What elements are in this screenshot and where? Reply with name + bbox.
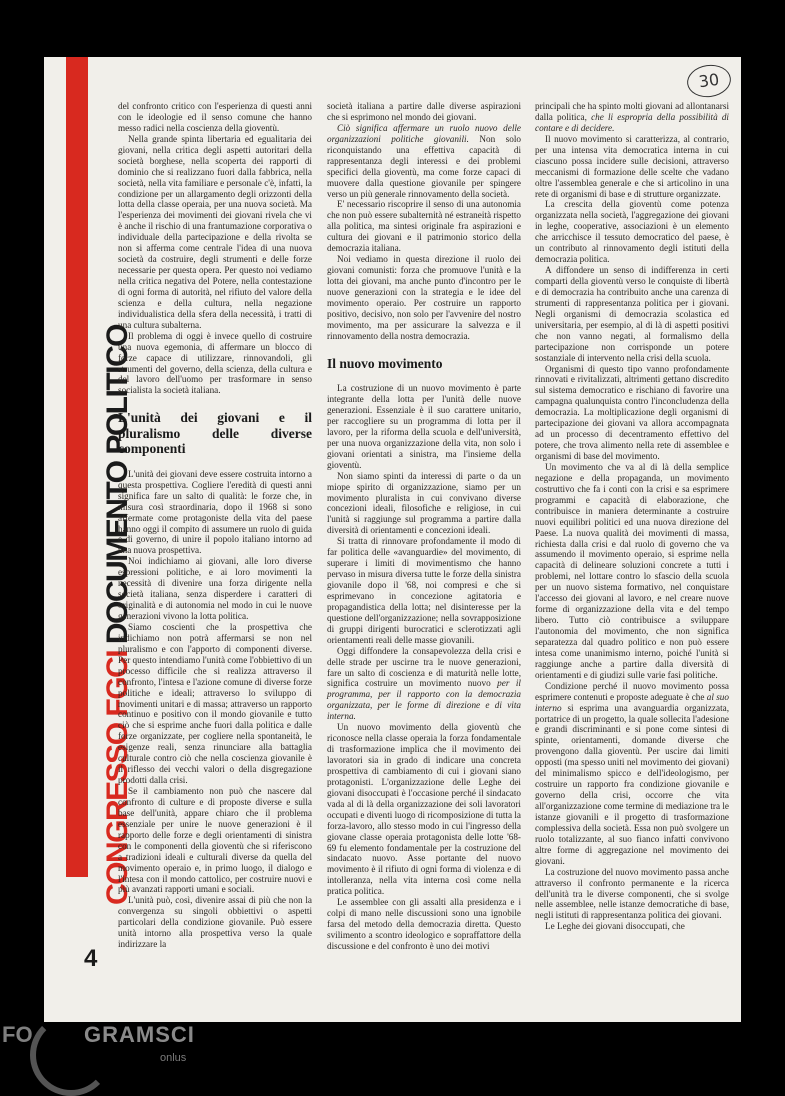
paragraph: L'unità dei giovani deve essere costruita intorno a questa prospettiva. Cogliere l'eredità di questi anni significa fare un salto di qualità: le forze che, in misura così straordinaria, dopo il 1968 si sono affermate come protagoniste della vita del paese hanno oggi il compito di assumere un ruolo di guida e di governo, di unire il popolo italiano intorno ad una nuova prospettiva. [118, 468, 312, 556]
paragraph: Le Leghe dei giovani disoccupati, che [545, 921, 685, 932]
document-page [44, 57, 741, 1022]
paragraph [327, 646, 521, 723]
italic-text: al suo interno [535, 691, 729, 713]
vertical-title-red: CONGRESSO FGCI [101, 650, 134, 905]
paragraph: del confronto critico con l'esperienza di questi anni con le ideologie ed il senso comune che hanno messo radici nella coscienza della gioventù. [118, 101, 312, 133]
text-column-2 [327, 101, 521, 952]
paragraph: Organismi di questo tipo vanno profondamente rinnovati e rivitalizzati, altrimenti gettano discredito sul sistema democratico e rischiano di favorire una campagna qualunquista contro l'inconcludenza della democrazia. La moltiplicazione degli organismi di partecipazione dei giovani va allora accompagnata ad un processo di decentramento effettivo del potere, che trova alimento nella rete di assemblee e organismi di base del movimento. [535, 363, 729, 461]
paragraph: Noi indichiamo ai giovani, alle loro diverse espressioni politiche, e ai loro movimenti la necessità di divenire una forza dirigente nella società italiana, senza disperdere i caratteri di originalità e di autonomia nel modo in cui le nuove generazioni vivono la lotta politica. [118, 556, 312, 622]
italic-text: per il programma, per il rapporto con la democrazia organizzata, per le forme di direzione e di vita interna. [327, 678, 521, 722]
section-heading: Il nuovo movimento [327, 355, 443, 371]
watermark-footer [0, 1000, 785, 1080]
paragraph: Un movimento che va al di là della semplice negazione e della propaganda, un movimento costruttivo che fa i conti con la crisi e sa esprimere programmi e capacità di elaborazione, che contribuisce in maniera determinante a costruire nuovi equilibri politici ed una nuova direzione del Paese. La nuova qualità dei movimenti di massa, richiesta dalla crisi e dal ruolo di governo che va assumendo il movimento operaio, si esprime nella capacità di delineare soluzioni concrete a tutti i problemi, nel lottare contro lo sfascio della scuola per un nuovo sistema formativo, nel conquistare l'accesso dei giovani al lavoro, e nel creare nuove forme di organizzazione della vita e del tempo libero. Tutto ciò contribuisce a sviluppare l'autonomia del movimento, che non significa separatezza dal quadro politico e non può essere intesa come unanimismo interno, poiché l'unità si raggiunge anche a partire dalla diversità di orientamenti e di giudizi sulle varie fasi politiche. [535, 461, 729, 680]
paragraph: A diffondere un senso di indifferenza in certi comparti della gioventù verso le conquiste di libertà e di democrazia ha contribuito anche una carenza di strumenti di rappresentanza politica per i giovani. Negli organismi di democrazia scolastica ed universitaria, per esempio, al di là di aspetti positivi che non vanno negati, al formalismo della partecipazione non corrisponde un potere sostanziale di intervento nella crisi della scuola. [535, 265, 729, 363]
red-margin-bar [66, 57, 88, 877]
paragraph: Non siamo spinti da interessi di parte o da un miope spirito di organizzazione, siamo per un movimento pluralista in cui convivano diverse concezioni ideali, filosofiche e religiose, in cui l'unità si raggiunge sul programma a partire dalla diversità di orientamenti e concezioni ideali. [327, 470, 521, 536]
paragraph: Il problema di oggi è invece quello di costruire una nuova egemonia, di affermare un blocco di forze capace di utilizzare, rinnovandoli, gli strumenti del governo, della scienza, della cultura e del lavoro dell'uomo per trasformare in senso socialista la società italiana. [118, 330, 312, 396]
paragraph [535, 101, 729, 134]
page-number: 4 [84, 945, 98, 972]
paragraph: Si tratta di rinnovare profondamente il modo di far politica delle «avanguardie» del movimento, di superare i limiti di movimentismo che hanno pervaso in misura diversa tutte le forze della sinistra giovanile dopo il '68, noi compresi e che si esprimevano in concezione agitatoria e propagandistica della lotta; nel disinteresse per la questione dell'organizzazione; nella sovrapposizione di gruppi dirigenti burocratici e sclerotizzati agli orientamenti reali delle masse giovanili. [327, 536, 521, 645]
text-column-3 [535, 101, 729, 932]
section-heading: L'unità dei giovani e il pluralismo delle diverse componenti [118, 410, 312, 457]
paragraph: La crescita della gioventù come potenza organizzata nella società, l'aggregazione dei giovani in leghe, cooperative, associazioni è un elemento che arricchisce il tessuto democratico del paese, è un contributo al rinnovamento degli istituti della democrazia politica. [535, 199, 729, 265]
handwritten-page-mark: 30 [685, 62, 733, 100]
paragraph: società italiana a partire dalle diverse aspirazioni che si esprimono nel mondo dei giovani. [327, 101, 521, 122]
paragraph-text: principali che ha spinto molti giovani ad allontanarsi dalla politica, [535, 101, 729, 122]
paragraph: E' necessario riscoprire il senso di una autonomia che non può essere subalternità né estraneità rispetto alla politica, ma sintesi originale fra aspirazioni e cultura dei giovani e il patrimonio storico della democrazia italiana. [327, 199, 521, 254]
paragraph: La costruzione del nuovo movimento passa anche attraverso il confronto permanente e la ricerca dell'unità tra le diverse componenti, che si svolge nelle assemblee, nelle istanze democratiche di base, negli istituti di rappresentanza politica dei giovani. [535, 866, 729, 921]
paragraph: Nella grande spinta libertaria ed egualitaria dei giovani, nella critica degli aspetti autoritari della società borghese, nella scoperta dei rapporti di dominio che si realizzano fuori dalla fabbrica, nella società, nella vita familiare e personale c'è, infatti, la condizione per un allargamento degli orizzonti della lotta della classe operaia, per una nuova società. Ma l'esperienza dei movimenti dei giovani rivela che vi è anche il rischio di una frantumazione corporativa o individuale della partecipazione e della rivolta se non si afferma come centrale l'idea di una nuova società da costruire, degli strumenti e delle forze necessarie per questa opera. Per questo noi vediamo nella critica negativa del Potere, nella contestazione di ogni forma di autorità, nel rifiuto del valore della scienza e della cultura, nella negazione individualistica della sfera della necessità, i tratti di una cultura subalterna. [118, 133, 312, 330]
paragraph: Siamo coscienti che la prospettiva che indichiamo non potrà affermarsi se non nel pluralismo e con l'apporto di componenti diverse. Per questo intendiamo l'unità come l'obbiettivo di un processo difficile che si realizza attraverso il confronto, l'intesa e l'azione comune di diverse forze politiche e ideali; attraverso lo sviluppo di movimenti unitari e di massa; attraverso un rapporto continuo e positivo con il mondo giovanile e tutto ciò che si esprime anche fuori dalla politica e dalle forze organizzate, per cogliere nella spontaneità, le esigenze reali, senza rinunciare alla battaglia culturale contro ciò che nella coscienza giovanile è il riflesso dei vecchi valori o della disgregazione prodotti dalla crisi. [118, 621, 312, 786]
paragraph: Se il cambiamento non può che nascere dal confronto di culture e di proposte diverse e sulla base dell'unità, appare chiaro che il problema essenziale per unire le nuove generazioni è il rapporto delle forze e degli orientamenti di sinistra con le componenti della gioventù che si riferiscono a tradizioni ideali e culturali diverse da quella del movimento operaio e, in primo luogo, il dialogo e l'intesa con il mondo cattolico, per costruire nuovi e più avanzati rapporti umani e sociali. [118, 786, 312, 895]
paragraph-text: Oggi diffondere la consapevolezza della crisi e delle strade per uscirne tra le nuove generazioni, fare un salto di coscienza e di maturità nelle lotte, significa costruire un movimento nuovo [327, 645, 521, 689]
paragraph-text: Condizione perché il nuovo movimento possa esprimere contenuti e proposte adeguate è che [535, 680, 729, 702]
paragraph: La costruzione di un nuovo movimento è parte integrante della lotta per l'unità delle nuove generazioni. Essenziale è il suo carattere unitario, per raccogliere su un programma di lotta per il lavoro, per la riforma della scuola e dell'università, per una nuova organizzazione della vita, non solo i giovani orientati a sinistra, ma l'insieme della gioventù. [327, 383, 521, 470]
paragraph [327, 123, 521, 200]
paragraph: Un nuovo movimento della gioventù che riconosce nella classe operaia la forza fondamentale di trasformazione implica che il movimento dei lavoratori sia in grado di indicare una concreta prospettiva di cambiamento di cui i giovani siano protagonisti. L'organizzazione delle Leghe dei giovani disoccupati è l'occasione perché il sindacato vada al di là della organizzazione dei soli lavoratori occupati e diventi luogo di ricomposizione di tutta la forza-lavoro, allo stesso modo in cui l'ingresso della giovane classe operaia protagonista delle lotte '68-69 fu elemento fondamentale per la costruzione del sindacato nuovo. Asse portante del nuovo movimento è il rifiuto di ogni forma di violenza e di intolleranza, nella vita interna così come nella pratica politica. [327, 722, 521, 897]
paragraph [535, 681, 729, 867]
vertical-title-black: DOCUMENTO POLITICO [101, 325, 134, 645]
italic-text: che li espropria della possibilità di contare e di decidere. [535, 111, 729, 133]
watermark-gramsci: GRAMSCI [84, 1022, 195, 1047]
paragraph-text: si esprima una avanguardia organizzata, portatrice di un progetto, la quale sollecita l'adesione e grandi discriminanti e si pone come sintesi di spinte, orientamenti, domande diverse che provengono dalla gioventù. Per uscire dai limiti opposti (ma spesso uniti nel movimento dei giovani) del minimalismo spicco e dell'ideologismo, per costruire un rapporto fra condizione giovanile e governo della crisi, occorre che vita all'organizzazione come termine di mediazione tra le istanze giovanili e il progetto di trasformazione complessiva della società. Essa non può svolgere un ruolo totalizzante, al suo fianco infatti convivono altre forme di aggregazione nel movimento dei giovani. [535, 702, 730, 866]
paragraph-text: Non solo riconquistando una effettiva capacità di rappresentanza degli interessi e dei problemi specifici della gioventù, ma come forze capaci di muovere dalla questione giovanile per spingere verso un più generale rinnovamento della società. [327, 133, 521, 199]
italic-text: Ciò significa affermare un ruolo nuovo delle organizzazioni politiche giovanili. [327, 122, 521, 144]
paragraph: L'unità può, così, divenire assai di più che non la convergenza su singoli obbiettivi o aspetti particolari della condizione giovanile. Può essere unità intorno alla prospettiva verso la quale indirizzare la [118, 895, 312, 950]
watermark-fo: FO [2, 1022, 33, 1047]
paragraph: Noi vediamo in questa direzione il ruolo dei giovani comunisti: forza che promuove l'unità e la lotta dei giovani, ma anche punto d'incontro per le nuove generazioni con la strategia e le idee del movimento operaio. Per costruire un rapporto positivo, decisivo, non solo per l'avvenire del nostro movimento, ma per assicurare la salvezza e il rinnovamento della nostra democrazia. [327, 254, 521, 341]
paragraph: Le assemblee con gli assalti alla presidenza e i colpi di mano nelle discussioni sono una ignobile farsa del metodo della democrazia diretta. Questo svilimento a scontro ideologico e sopraffattore della discussione e del confronto è uno dei motivi [327, 897, 521, 951]
watermark-onlus: onlus [160, 1052, 187, 1064]
text-column-1 [118, 101, 312, 950]
paragraph: Il nuovo movimento si caratterizza, al contrario, per una intensa vita democratica interna in cui ciascuno possa incidere sulle decisioni, attraverso meccanismi di formazione delle scelte che vadano oltre l'assemblea generale e che si articolino in una rete di organismi di base e di strutture organizzate. [535, 133, 729, 199]
